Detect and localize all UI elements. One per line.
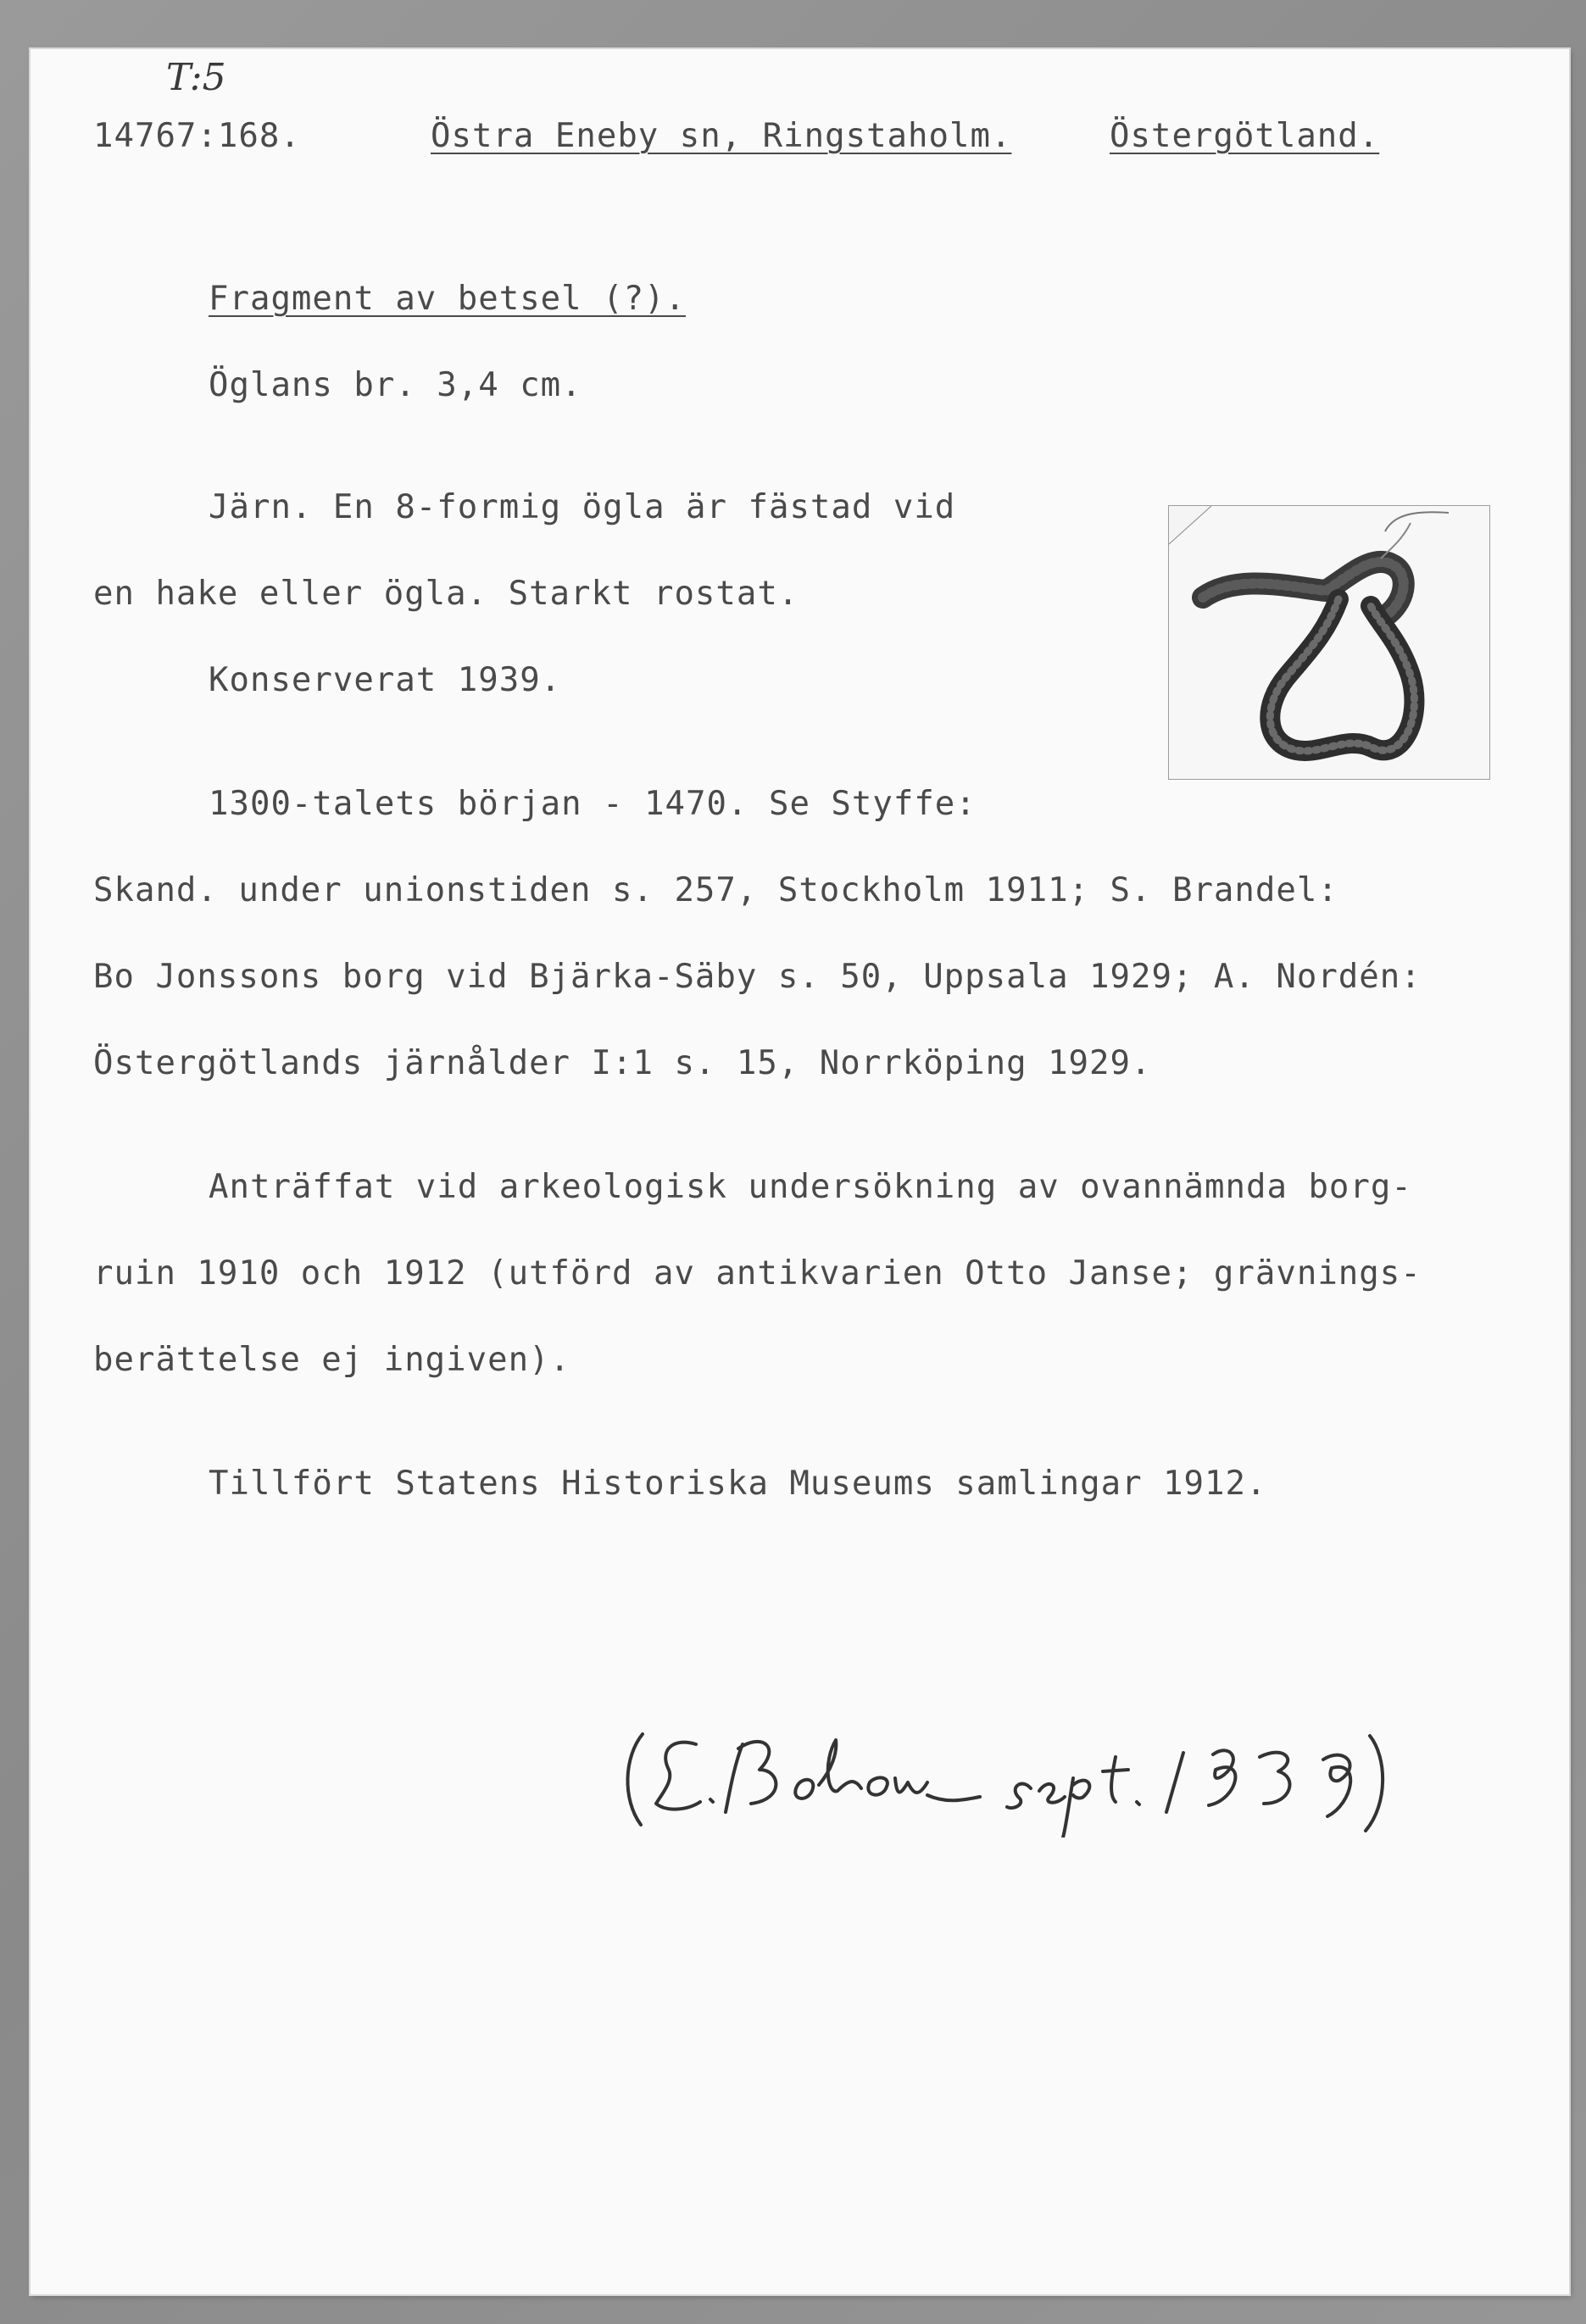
dating-line-2: Skand. under unionstiden s. 257, Stockholm 1911; S. Brandel: [93, 871, 1338, 909]
find-line-1: Anträffat vid arkeologisk undersökning av ovannämnda borg- [209, 1168, 1412, 1206]
dating-line-3: Bo Jonssons borg vid Bjärka-Säby s. 50, Uppsala 1929; A. Nordén: [93, 958, 1422, 996]
object-title: Fragment av betsel (?). [209, 280, 687, 318]
handwritten-mark: T:5 [166, 56, 226, 99]
find-location: Östra Eneby sn, Ringstaholm. [431, 117, 1012, 155]
object-photo [1168, 505, 1490, 780]
acquisition: Tillfört Statens Historiska Museums samlingar 1912. [209, 1465, 1267, 1503]
catalog-card [31, 49, 1569, 2294]
description-line-2: en hake eller ögla. Starkt rostat. [93, 575, 799, 613]
catalog-number: 14767:168. [93, 117, 301, 155]
description-line-1: Järn. En 8-formig ögla är fästad vid [209, 488, 956, 526]
find-line-3: berättelse ej ingiven). [93, 1341, 571, 1379]
handwritten-signature [615, 1719, 1412, 1838]
province: Östergötland. [1110, 117, 1380, 155]
find-line-2: ruin 1910 och 1912 (utförd av antikvarien Otto Janse; grävnings- [93, 1254, 1422, 1293]
iron-bit-fragment-image [1169, 506, 1489, 779]
signature-drawing [615, 1719, 1412, 1838]
dating-line-4: Östergötlands järnålder I:1 s. 15, Norrköping 1929. [93, 1044, 1152, 1082]
dating-line-1: 1300-talets början - 1470. Se Styffe: [209, 785, 977, 823]
measurement: Öglans br. 3,4 cm. [209, 366, 582, 404]
description-line-3: Konserverat 1939. [209, 661, 562, 699]
